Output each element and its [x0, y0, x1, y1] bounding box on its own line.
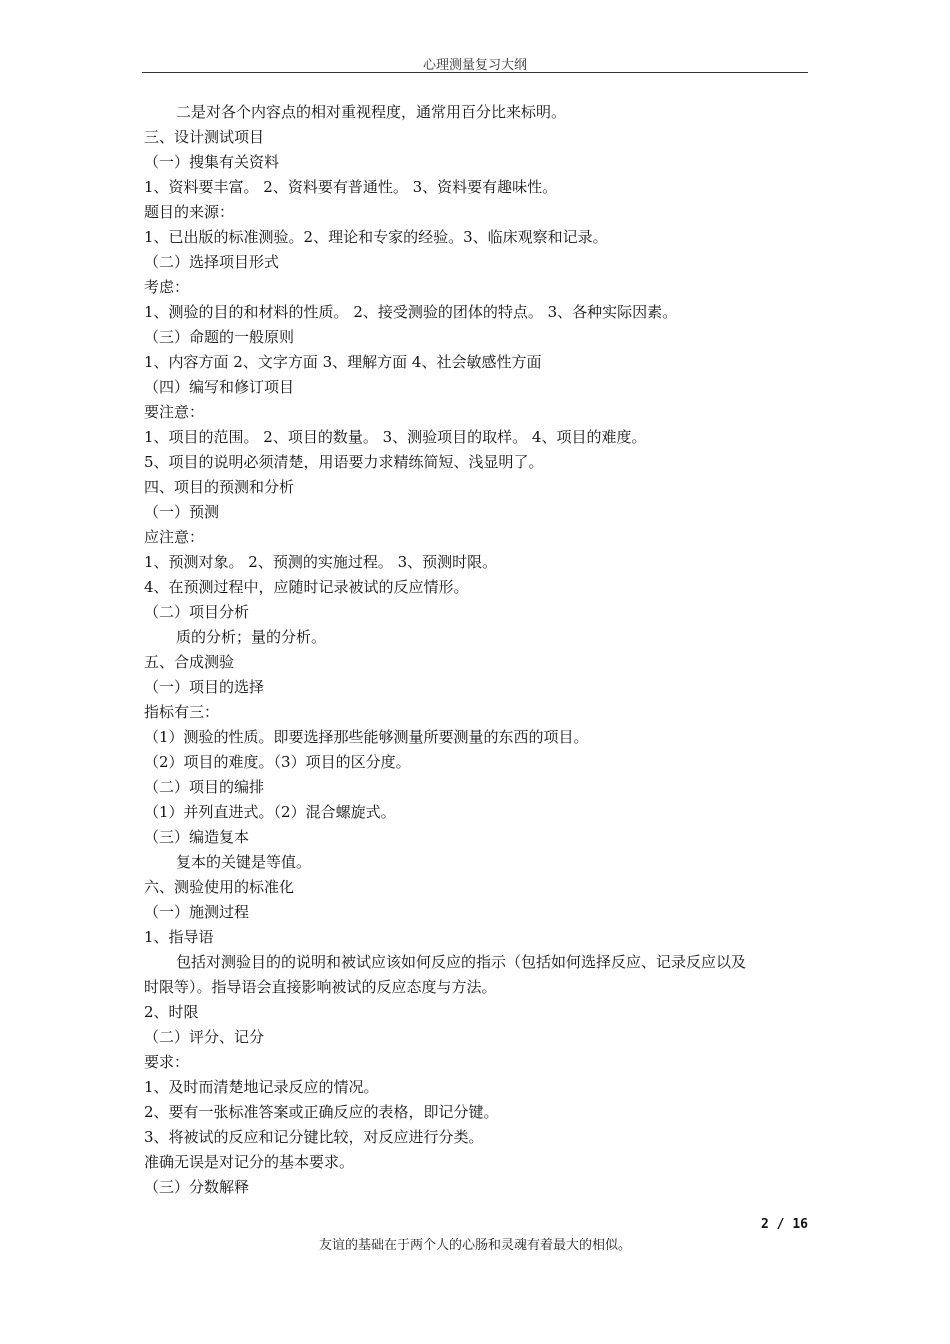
paragraph-line: 准确无误是对记分的基本要求。 — [144, 1153, 355, 1171]
subsection-heading: （四）编写和修订项目 — [144, 378, 295, 396]
section-heading: 四、项目的预测和分析 — [144, 478, 295, 496]
subsection-heading: （三）分数解释 — [144, 1178, 250, 1196]
paragraph-line: 要求： — [144, 1053, 190, 1071]
subsection-heading: （三）命题的一般原则 — [144, 328, 295, 346]
subsection-heading: （一）项目的选择 — [144, 678, 265, 696]
list-item: （2）项目的难度。（3）项目的区分度。 — [144, 753, 411, 771]
list-item: （1）并列直进式。（2）混合螺旋式。 — [144, 803, 396, 821]
list-item: 1、及时而清楚地记录反应的情况。 — [144, 1078, 379, 1096]
list-item: 1、已出版的标准测验。2、理论和专家的经验。3、临床观察和记录。 — [144, 228, 608, 246]
page-number: 2 / 16 — [761, 1217, 808, 1232]
page-footer-quote: 友谊的基础在于两个人的心肠和灵魂有着最大的相似。 — [318, 1238, 631, 1253]
paragraph-line: 应注意： — [144, 528, 205, 546]
list-item: 1、预测对象。 2、预测的实施过程。 3、预测时限。 — [144, 553, 498, 571]
page-header-title: 心理测量复习大纲 — [422, 58, 527, 73]
paragraph-line: 包括对测验目的的说明和被试应该如何反应的指示（包括如何选择反应、记录反应以及 — [176, 953, 747, 971]
header-divider — [142, 72, 808, 73]
paragraph-line: 指标有三： — [144, 703, 220, 721]
paragraph-line: 复本的关键是等值。 — [176, 853, 312, 871]
subsection-heading: （一）预测 — [144, 503, 220, 521]
document-body — [144, 100, 810, 1200]
section-heading: 五、合成测验 — [144, 653, 235, 671]
paragraph-line: 质的分析；量的分析。 — [176, 628, 327, 646]
list-item: 3、将被试的反应和记分键比较，对反应进行分类。 — [144, 1128, 484, 1146]
subsection-heading: （二）项目的编排 — [144, 778, 265, 796]
subsection-heading: （三）编造复本 — [144, 828, 250, 846]
subsection-heading: （二）选择项目形式 — [144, 253, 280, 271]
list-item: （1）测验的性质。即要选择那些能够测量所要测量的东西的项目。 — [144, 728, 589, 746]
paragraph-line: 题目的来源： — [144, 203, 235, 221]
subsection-heading: （二）项目分析 — [144, 603, 250, 621]
paragraph-line: 要注意： — [144, 403, 205, 421]
list-item: 4、在预测过程中，应随时记录被试的反应情形。 — [144, 578, 469, 596]
section-heading: 三、设计测试项目 — [144, 128, 265, 146]
subsection-heading: （一）搜集有关资料 — [144, 153, 280, 171]
list-item: 2、要有一张标准答案或正确反应的表格，即记分键。 — [144, 1103, 499, 1121]
list-item: 1、测验的目的和材料的性质。 2、接受测验的团体的特点。 3、各种实际因素。 — [144, 303, 678, 321]
subsection-heading: （一）施测过程 — [144, 903, 250, 921]
paragraph-line: 考虑： — [144, 278, 190, 296]
list-item: 1、内容方面 2、文字方面 3、理解方面 4、社会敏感性方面 — [144, 353, 542, 371]
subsection-heading: （二）评分、记分 — [144, 1028, 265, 1046]
list-item: 5、项目的说明必须清楚，用语要力求精练简短、浅显明了。 — [144, 453, 544, 471]
list-item: 1、指导语 — [144, 928, 214, 946]
section-heading: 六、测验使用的标准化 — [144, 878, 295, 896]
paragraph-line: 二是对各个内容点的相对重视程度，通常用百分比来标明。 — [176, 103, 567, 121]
paragraph-line: 时限等）。指导语会直接影响被试的反应态度与方法。 — [144, 978, 497, 996]
list-item: 1、项目的范围。 2、项目的数量。 3、测验项目的取样。 4、项目的难度。 — [144, 428, 647, 446]
list-item: 1、资料要丰富。 2、资料要有普通性。 3、资料要有趣味性。 — [144, 178, 558, 196]
list-item: 2、时限 — [144, 1003, 199, 1021]
